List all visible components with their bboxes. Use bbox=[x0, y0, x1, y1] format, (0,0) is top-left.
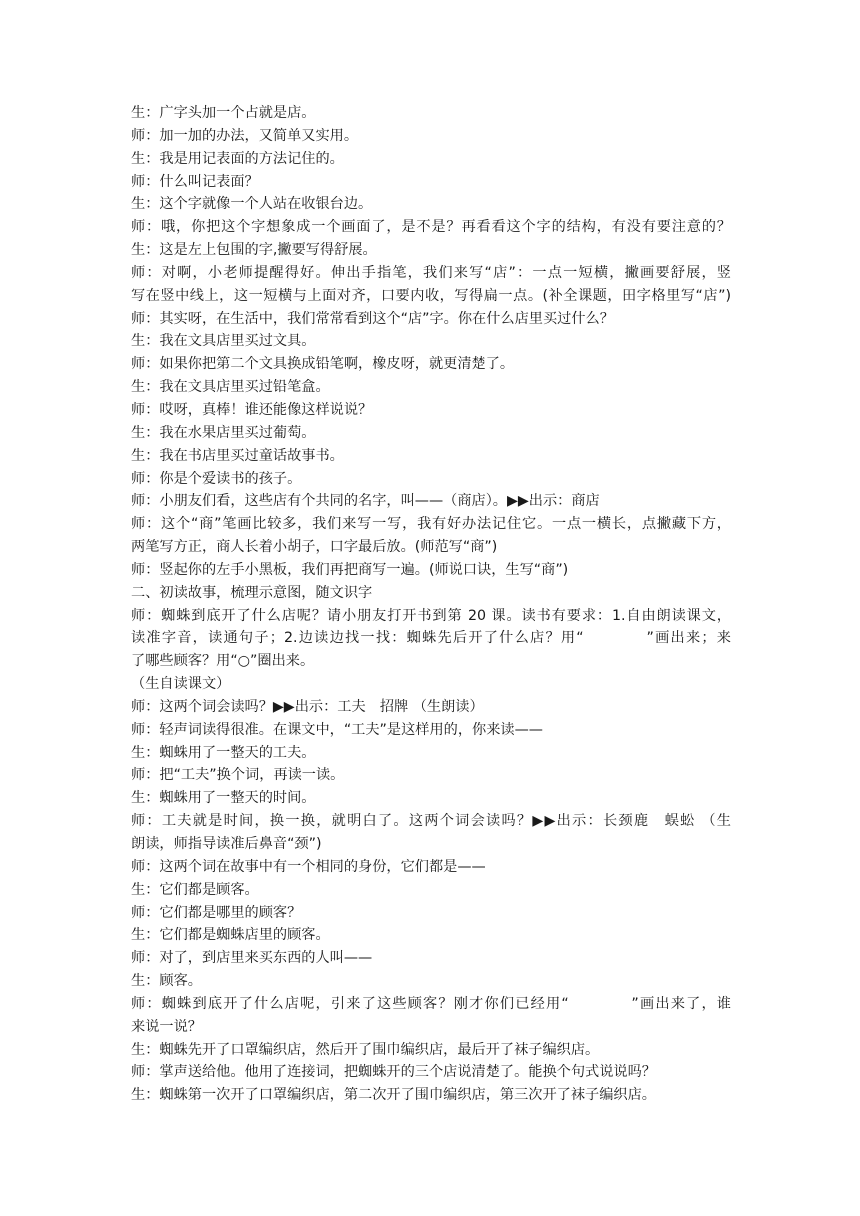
text-line: 师：这两个词会读吗？▶▶出示：工夫 招牌 （生朗读） bbox=[131, 698, 484, 715]
text-line: 生：顾客。 bbox=[131, 973, 202, 990]
text-line: 师：对啊，小老师提醒得好。伸出手指笔，我们来写“店”：一点一短横，撇画要舒展，竖 bbox=[131, 264, 731, 281]
text-line: 生：蜘蛛先开了口罩编织店，然后开了围巾编织店，最后开了袜子编织店。 bbox=[131, 1041, 600, 1058]
text-line: 师：掌声送给他。他用了连接词，把蜘蛛开的三个店说清楚了。能换个句式说说吗？ bbox=[131, 1064, 656, 1081]
text-line: 师：什么叫记表面？ bbox=[131, 173, 259, 190]
text-line: 生：我在文具店里买过铅笔盒。 bbox=[131, 379, 330, 396]
text-line: 师：竖起你的左手小黑板，我们再把商写一遍。(师说口诀，生写“商”) bbox=[131, 561, 569, 578]
text-line: 师：这两个词在故事中有一个相同的身份，它们都是—— bbox=[131, 858, 486, 875]
text-line: 师：这个“商”笔画比较多，我们来写一写，我有好办法记住它。一点一横长，点撇藏下方， bbox=[131, 516, 731, 533]
text-line: 生：蜘蛛用了一整天的时间。 bbox=[131, 790, 316, 807]
lesson-transcript bbox=[131, 102, 731, 1107]
text-line: 生：我在文具店里买过文具。 bbox=[131, 333, 316, 350]
text-line: 生：它们都是顾客。 bbox=[131, 881, 259, 898]
text-line: 师：你是个爱读书的孩子。 bbox=[131, 470, 302, 487]
text-line: 来说一说？ bbox=[131, 1018, 202, 1035]
text-line: 生：这个字就像一个人站在收银台边。 bbox=[131, 196, 373, 213]
text-line: 生：这是左上包围的字,撇要写得舒展。 bbox=[131, 242, 377, 259]
text-line: （生自读课文） bbox=[131, 676, 231, 693]
text-line: 了哪些顾客？用“○”圈出来。 bbox=[131, 653, 315, 670]
text-line: 生：广字头加一个占就是店。 bbox=[131, 105, 316, 121]
text-line: 两笔写方正，商人长着小胡子，口字最后放。(师范写“商”) bbox=[131, 539, 498, 556]
text-line: 生：我在书店里买过童话故事书。 bbox=[131, 447, 344, 464]
text-line: 读准字音，读通句子；2.边读边找一找：蜘蛛先后开了什么店？用“ ”画出来；来 bbox=[131, 630, 731, 647]
text-line: 生：它们都是蜘蛛店里的顾客。 bbox=[131, 927, 330, 944]
text-line: 师：加一加的办法，又简单又实用。 bbox=[131, 127, 359, 144]
text-line: 写在竖中线上，这一短横与上面对齐，口要内收，写得扁一点。(补全课题，田字格里写“店”) bbox=[131, 287, 731, 304]
text-line: 二、初读故事，梳理示意图，随文识字 bbox=[131, 584, 373, 601]
text-line: 师：如果你把第二个文具换成铅笔啊，橡皮呀，就更清楚了。 bbox=[131, 356, 515, 373]
text-line: 师：把“工夫”换个词，再读一读。 bbox=[131, 767, 345, 784]
text-line: 生：蜘蛛第一次开了口罩编织店，第二次开了围巾编织店，第三次开了袜子编织店。 bbox=[131, 1087, 656, 1104]
text-line: 师：蜘蛛到底开了什么店呢？请小朋友打开书到第 20 课。读书有要求：1.自由朗读课文， bbox=[131, 607, 731, 624]
text-line: 师：哦，你把这个字想象成一个画面了，是不是？再看看这个字的结构，有没有要注意的？ bbox=[131, 219, 731, 236]
text-line: 师：其实呀，在生活中，我们常常看到这个“店”字。你在什么店里买过什么？ bbox=[131, 310, 614, 327]
text-line: 生：蜘蛛用了一整天的工夫。 bbox=[131, 744, 316, 761]
text-line: 师：蜘蛛到底开了什么店呢，引来了这些顾客？刚才你们已经用“ ”画出来了，谁 bbox=[131, 995, 731, 1012]
text-line: 师：工夫就是时间，换一换，就明白了。这两个词会读吗？▶▶出示：长颈鹿 蜈蚣 （生 bbox=[131, 813, 731, 830]
text-line: 师：哎呀，真棒！谁还能像这样说说？ bbox=[131, 401, 373, 418]
text-line: 生：我是用记表面的方法记住的。 bbox=[131, 150, 344, 167]
text-line: 朗读，师指导读准后鼻音“颈”) bbox=[131, 836, 322, 852]
text-line: 师：对了，到店里来买东西的人叫—— bbox=[131, 950, 373, 967]
text-line: 师：它们都是哪里的顾客？ bbox=[131, 904, 302, 921]
text-line: 生：我在水果店里买过葡萄。 bbox=[131, 424, 316, 441]
text-line: 师：小朋友们看，这些店有个共同的名字，叫——（商店）。▶▶出示：商店 bbox=[131, 493, 600, 510]
text-line: 师：轻声词读得很准。在课文中，“工夫”是这样用的，你来读—— bbox=[131, 721, 543, 738]
